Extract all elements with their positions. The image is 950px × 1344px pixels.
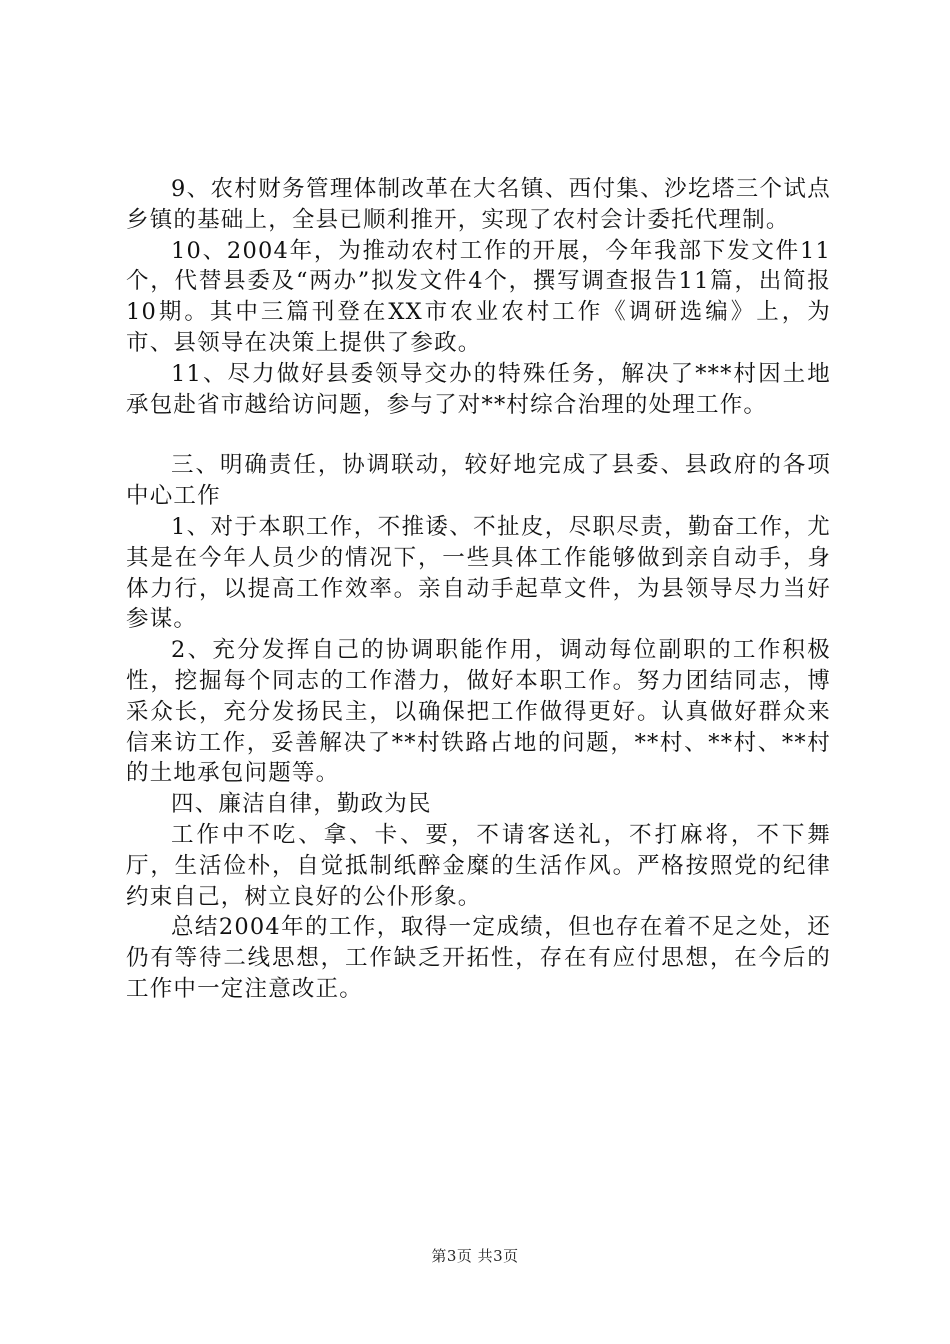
paragraph-integrity: 工作中不吃、拿、卡、要，不请客送礼，不打麻将，不下舞厅，生活俭朴，自觉抵制纸醉金糜的生活作风。严格按照党的纪律约束自己，树立良好的公仆形象。 [126,821,831,910]
section-heading-3: 三、明确责任，协调联动，较好地完成了县委、县政府的各项中心工作 [126,452,831,510]
section-heading-4: 四、廉洁自律，勤政为民 [171,791,432,818]
paragraph-item-11: 11、尽力做好县委领导交办的特殊任务，解决了***村因土地承包赴省市越给访问题，参与了对**村综合治理的处理工作。 [126,360,831,418]
page-footer [0,1245,950,1266]
paragraph-item-1: 1、对于本职工作，不推诿、不扯皮，尽职尽责，勤奋工作，尤其是在今年人员少的情况下，一些具体工作能够做到亲自动手，身体力行，以提高工作效率。亲自动手起草文件，为县领导尽力当好参谋。 [126,513,831,633]
paragraph-item-9: 9、农村财务管理体制改革在大名镇、西付集、沙圪塔三个试点乡镇的基础上，全县已顺利推开，实现了农村会计委托代理制。 [126,176,831,233]
page-number: 第3页 共3页 [431,1247,519,1265]
paragraph-summary: 总结2004年的工作，取得一定成绩，但也存在着不足之处，还仍有等待二线思想，工作缺乏开拓性，存在有应付思想，在今后的工作中一定注意改正。 [126,914,831,1002]
paragraph-item-2: 2、充分发挥自己的协调职能作用，调动每位副职的工作积极性，挖掘每个同志的工作潜力，做好本职工作。努力团结同志，博采众长，充分发扬民主，以确保把工作做得更好。认真做好群众来信来访工作，妥善解决了**村铁路占地的问题，**村、**村、**村的土地承包问题等。 [126,637,831,787]
document-body [126,174,831,1005]
paragraph-item-10: 10、2004年，为推动农村工作的开展，今年我部下发文件11个，代替县委及“两办”拟发文件4个，撰写调查报告11篇，出简报10期。其中三篇刊登在XX市农业农村工作《调研选编》上，为市、县领导在决策上提供了参政。 [126,237,831,356]
